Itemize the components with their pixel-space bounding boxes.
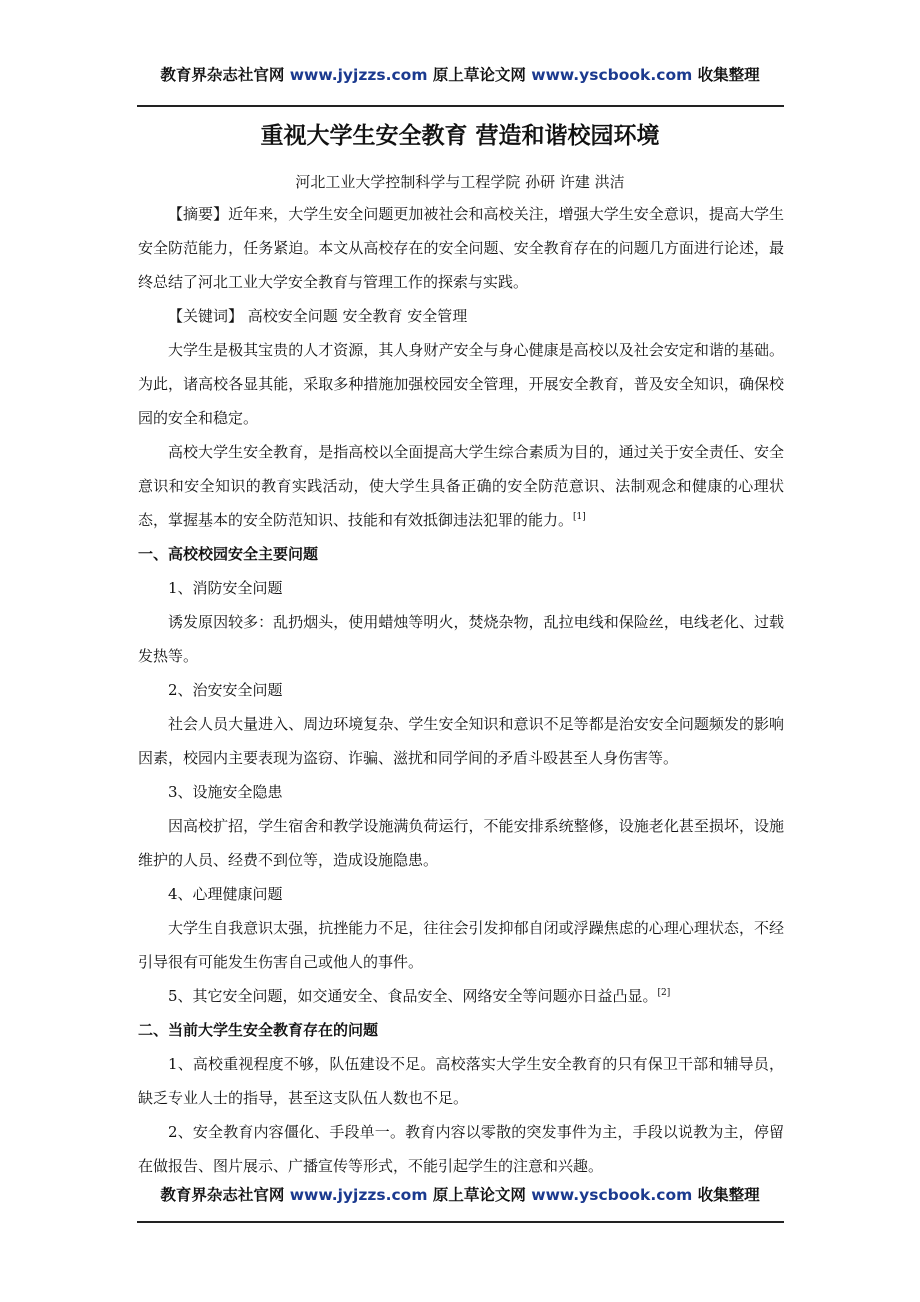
subsection-title: 2、治安安全问题 [168, 681, 283, 699]
footer-site2: 原上草论文网 [432, 1186, 526, 1204]
intro-paragraph: 大学生是极其宝贵的人才资源，其人身财产安全与身心健康是高校以及社会安定和谐的基础。为此，诸高校各显其能，采取多种措施加强校园安全管理，开展安全教育，普及安全知识，确保校园的安全和稳定。 [138, 341, 784, 427]
section-2-heading: 二、当前大学生安全教育存在的问题 [138, 1021, 379, 1039]
article-title: 重视大学生安全教育 营造和谐校园环境 [260, 123, 660, 149]
article-body [138, 197, 784, 1183]
abstract: 【摘要】近年来，大学生安全问题更加被社会和高校关注，增强大学生安全意识，提高大学生安全防范能力，任务紧迫。本文从高校存在的安全问题、安全教育存在的问题几方面进行论述，最终总结了河北工业大学安全教育与管理工作的探索与实践。 [138, 205, 784, 291]
subsection-5-text: 5、其它安全问题，如交通安全、食品安全、网络安全等问题亦日益凸显。 [168, 987, 658, 1005]
subsection-text: 社会人员大量进入、周边环境复杂、学生安全知识和意识不足等都是治安安全问题频发的影响因素，校园内主要表现为盗窃、诈骗、滋扰和同学间的矛盾斗殴甚至人身伤害等。 [138, 715, 784, 767]
page-header [0, 63, 920, 85]
header-url1-link[interactable]: www.jyjzzs.com [289, 66, 428, 84]
section-2-paragraph: 2、安全教育内容僵化、手段单一。教育内容以零散的突发事件为主，手段以说教为主，停留在做报告、图片展示、广播宣传等形式，不能引起学生的注意和兴趣。 [138, 1123, 784, 1175]
subsection-title: 4、心理健康问题 [168, 885, 283, 903]
section-2-paragraph: 1、高校重视程度不够，队伍建设不足。高校落实大学生安全教育的只有保卫干部和辅导员，缺乏专业人士的指导，甚至这支队伍人数也不足。 [138, 1055, 784, 1107]
header-site2: 原上草论文网 [432, 66, 526, 84]
article-author: 河北工业大学控制科学与工程学院 孙研 许建 洪洁 [295, 173, 625, 191]
subsection-text: 诱发原因较多：乱扔烟头，使用蜡烛等明火，焚烧杂物，乱拉电线和保险丝，电线老化、过载发热等。 [138, 613, 784, 665]
footer-url1-link[interactable]: www.jyjzzs.com [289, 1186, 428, 1204]
keywords: 【关键词】 高校安全问题 安全教育 安全管理 [168, 307, 468, 325]
footer-site1: 教育界杂志社官网 [160, 1186, 285, 1204]
header-rule [137, 105, 784, 107]
header-suffix: 收集整理 [697, 66, 760, 84]
subsection-5 [138, 979, 784, 1013]
subsection-title: 1、消防安全问题 [168, 579, 283, 597]
reference-2[interactable]: [2] [657, 988, 671, 998]
footer-url2-link[interactable]: www.yscbook.com [531, 1186, 693, 1204]
subsection-title: 3、设施安全隐患 [168, 783, 283, 801]
intro-paragraph [138, 435, 784, 537]
reference-1[interactable]: [1] [573, 512, 586, 522]
subsection-text: 因高校扩招，学生宿舍和教学设施满负荷运行，不能安排系统整修，设施老化甚至损坏，设施维护的人员、经费不到位等，造成设施隐患。 [138, 817, 784, 869]
footer-rule [137, 1221, 784, 1223]
subsection-text: 大学生自我意识太强，抗挫能力不足，往往会引发抑郁自闭或浮躁焦虑的心理心理状态，不经引导很有可能发生伤害自己或他人的事件。 [138, 919, 784, 971]
intro-text: 高校大学生安全教育，是指高校以全面提高大学生综合素质为目的，通过关于安全责任、安全意识和安全知识的教育实践活动，使大学生具备正确的安全防范意识、法制观念和健康的心理状态，掌握基本的安全防范知识、技能和有效抵御违法犯罪的能力。 [138, 443, 784, 529]
page-footer [0, 1183, 920, 1205]
footer-suffix: 收集整理 [697, 1186, 760, 1204]
header-site1: 教育界杂志社官网 [160, 66, 285, 84]
section-1-heading: 一、高校校园安全主要问题 [138, 545, 319, 563]
header-url2-link[interactable]: www.yscbook.com [531, 66, 693, 84]
